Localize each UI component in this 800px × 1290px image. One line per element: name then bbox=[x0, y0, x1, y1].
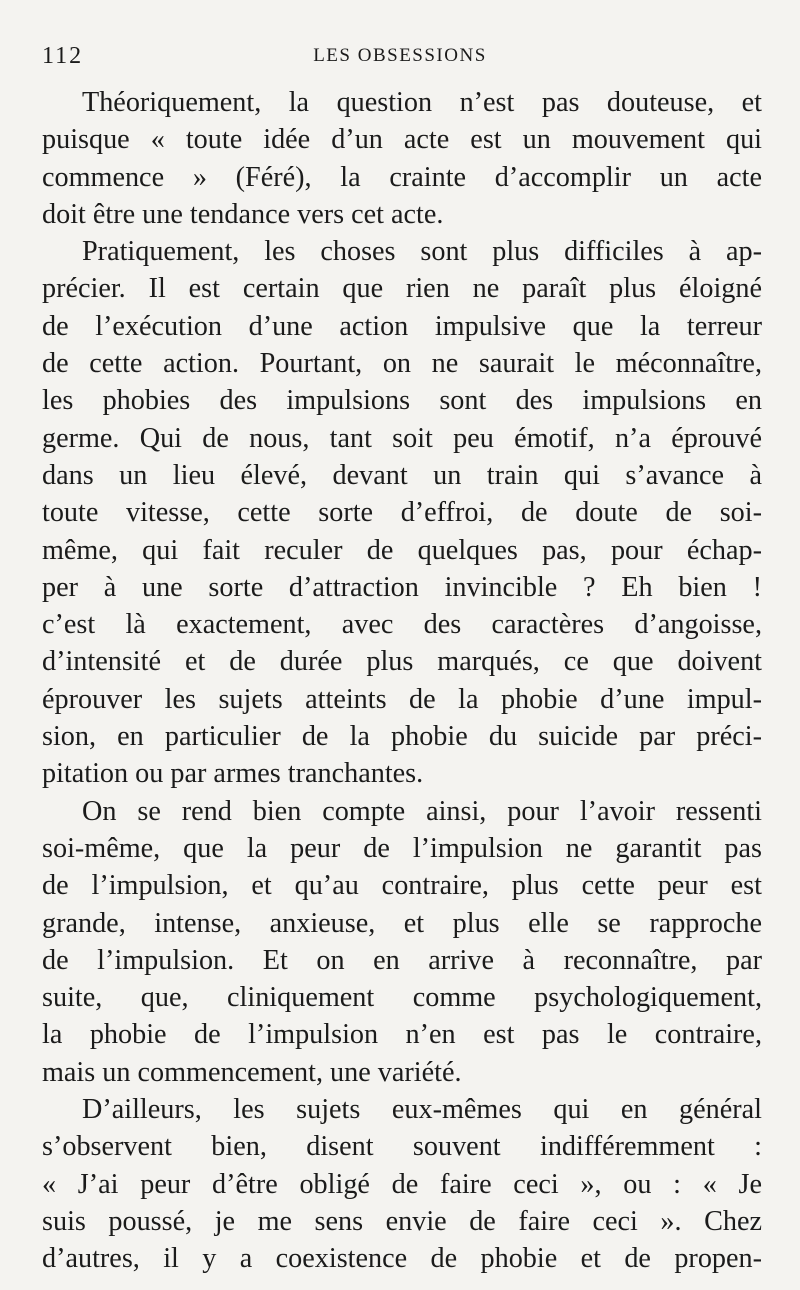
body-text bbox=[42, 84, 762, 1278]
text-line: les phobies des impulsions sont des impulsions en bbox=[42, 385, 762, 417]
text-line: d’intensité et de durée plus marqués, ce que doivent bbox=[42, 646, 762, 678]
text-line: doit être une tendance vers cet acte. bbox=[42, 198, 444, 230]
text-line: de l’exécution d’une action impulsive que la terreur bbox=[42, 310, 762, 342]
text-line: D’ailleurs, les sujets eux-mêmes qui en général bbox=[82, 1094, 762, 1126]
text-line: éprouver les sujets atteints de la phobie d’une impul- bbox=[42, 683, 762, 715]
text-line: grande, intense, anxieuse, et plus elle se rapproche bbox=[42, 907, 762, 939]
text-line: Théoriquement, la question n’est pas douteuse, et bbox=[82, 87, 762, 118]
text-line: suite, que, cliniquement comme psychologiquement, bbox=[42, 982, 762, 1014]
text-line: d’autres, il y a coexistence de phobie et de propen- bbox=[42, 1243, 762, 1275]
text-line: sion, en particulier de la phobie du suicide par préci- bbox=[42, 721, 762, 753]
running-head: LES OBSESSIONS bbox=[313, 45, 487, 66]
text-line: per à une sorte d’attraction invincible ? Eh bien ! bbox=[42, 571, 762, 603]
page-number: 112 bbox=[42, 42, 84, 69]
text-line: s’observent bien, disent souvent indifféremment : bbox=[42, 1131, 762, 1163]
text-line: soi-même, que la peur de l’impulsion ne garantit pas bbox=[42, 832, 762, 864]
text-line: précier. Il est certain que rien ne paraît plus éloigné bbox=[42, 273, 762, 305]
text-line: c’est là exactement, avec des caractères d’angoisse, bbox=[42, 609, 762, 641]
text-line: germe. Qui de nous, tant soit peu émotif, n’a éprouvé bbox=[42, 422, 762, 454]
page-header bbox=[42, 38, 758, 74]
text-line: de l’impulsion. Et on en arrive à reconnaître, par bbox=[42, 944, 762, 976]
text-line: toute vitesse, cette sorte d’effroi, de doute de soi- bbox=[42, 497, 762, 529]
text-line: On se rend bien compte ainsi, pour l’avoir ressenti bbox=[82, 795, 762, 827]
text-line: dans un lieu élevé, devant un train qui s’avance à bbox=[42, 459, 762, 491]
text-line: la phobie de l’impulsion n’en est pas le contraire, bbox=[42, 1019, 762, 1051]
text-line: suis poussé, je me sens envie de faire ceci ». Chez bbox=[42, 1205, 762, 1237]
text-line: Pratiquement, les choses sont plus difficiles à ap- bbox=[82, 236, 762, 268]
text-line: « J’ai peur d’être obligé de faire ceci », ou : « Je bbox=[42, 1168, 762, 1200]
text-line: puisque « toute idée d’un acte est un mouvement qui bbox=[42, 124, 762, 156]
text-line: de cette action. Pourtant, on ne saurait le méconnaître, bbox=[42, 348, 762, 380]
text-line: mais un commencement, une variété. bbox=[42, 1056, 462, 1088]
text-line: même, qui fait reculer de quelques pas, pour échap- bbox=[42, 534, 762, 566]
text-line: pitation ou par armes tranchantes. bbox=[42, 758, 424, 790]
text-line: commence » (Féré), la crainte d’accomplir un acte bbox=[42, 161, 762, 193]
text-line: de l’impulsion, et qu’au contraire, plus cette peur est bbox=[42, 870, 762, 902]
